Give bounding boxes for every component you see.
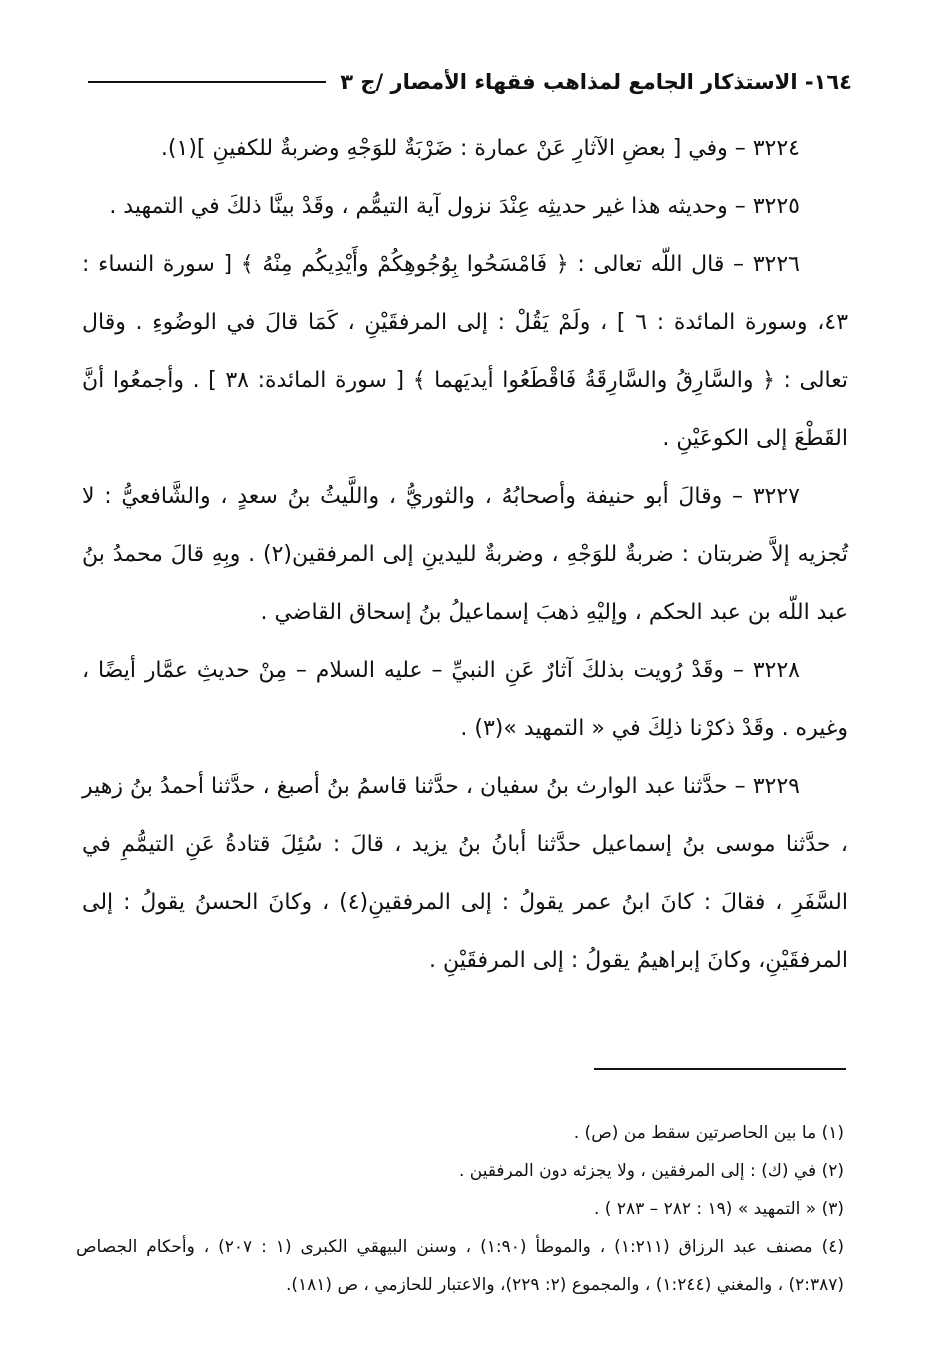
header-rule bbox=[88, 81, 326, 83]
footnote-separator bbox=[594, 1068, 846, 1070]
paragraph-3225: ٣٢٢٥ – وحديثه هذا غير حديثِه عِنْدَ نزول آية التيمُّم ، وقَدْ بينَّا ذلكَ في التمهيد . bbox=[109, 194, 800, 219]
footnote-4: (٤) مصنف عبد الرزاق (١:٢١١) ، والموطأ (١:٩٠) ، وسنن البيهقي الكبرى (١ : ٢٠٧) ، وأحكام الجصاص (٢:٣٨٧) ، والمغني (١:٢٤٤) ، والمجموع (٢: ٢٢٩)، والاعتبار للحازمي ، ص (١٨١). bbox=[76, 1237, 845, 1295]
footnotes bbox=[76, 1114, 844, 1304]
paragraph-3224: ٣٢٢٤ – وفي [ بعضِ الآثارِ عَنْ عمارة : ضَرْبَةٌ للوَجْهِ وضربةٌ للكفينِ ](١). bbox=[160, 136, 800, 161]
running-title: ١٦٤- الاستذكار الجامع لمذاهب فقهاء الأمصار /ج ٣ bbox=[340, 70, 852, 94]
paragraph-3227: ٣٢٢٧ – وقالَ أبو حنيفة وأصحابُهُ ، والثوريُّ ، واللَّيثُ بنُ سعدٍ ، والشَّافعيُّ : لا تُجزيه إلاَّ ضربتان : ضربةٌ للوَجْهِ ، وضربةٌ لليدينِ إلى المرفقين(٢) . وبِهِ قالَ محمدُ بنُ عبد اللّه بن عبد الحكم ، وإليْهِ ذهبَ إسماعيلُ بنُ إسحاق القاضي . bbox=[82, 484, 848, 625]
footnote-3: (٣) « التمهيد » (١٩ : ٢٨٢ – ٢٨٣ ) . bbox=[594, 1199, 844, 1219]
footnote-1: (١) ما بين الحاصرتين سقط من (ص) . bbox=[573, 1123, 844, 1143]
paragraph-3229: ٣٢٢٩ – حدَّثنا عبد الوارث بنُ سفيان ، حدَّثنا قاسمُ بنُ أصبغ ، حدَّثنا أحمدُ بنُ زهير ، حدَّثنا موسى بنُ إسماعيل حدَّثنا أبانُ بنُ يزيد ، قالَ : سُئِلَ قتادةُ عَنِ التيمُّمِ في السَّفَرِ ، فقالَ : كانَ ابنُ عمر يقولُ : إلى المرفقينِ(٤) ، وكانَ الحسنُ يقولُ : إلى المرفقَيْنِ، وكانَ إبراهيمُ يقولُ : إلى المرفقَيْنِ . bbox=[82, 774, 848, 973]
main-text bbox=[82, 120, 848, 990]
page-header bbox=[88, 62, 852, 102]
paragraph-3228: ٣٢٢٨ – وقَدْ رُويت بذلكَ آثارٌ عَنِ النبيِّ – عليه السلام – مِنْ حديثِ عمَّار أيضًا ، وغيره . وقَدْ ذكرْنا ذلِكَ في « التمهيد »(٣) . bbox=[82, 658, 848, 741]
paragraph-3226: ٣٢٢٦ – قال اللّه تعالى : ﴿ فَامْسَحُوا بِوُجُوهِكُمْ وأَيْدِيكُم مِنْهُ ﴾ [ سورة النساء : ٤٣، وسورة المائدة : ٦ ] ، ولَمْ يَقُلْ : إلى المرفقَيْنِ ، كَمَا قالَ في الوضُوءِ . وقال تعالى : ﴿ والسَّارِقُ والسَّارِقَةُ فَاقْطَعُوا أيديَهما ﴾ [ سورة المائدة: ٣٨ ] . وأجمعُوا أنَّ القَطْعَ إلى الكوعَيْنِ . bbox=[82, 252, 849, 451]
footnote-2: (٢) في (ك) : إلى المرفقين ، ولا يجزئه دون المرفقين . bbox=[458, 1161, 844, 1181]
